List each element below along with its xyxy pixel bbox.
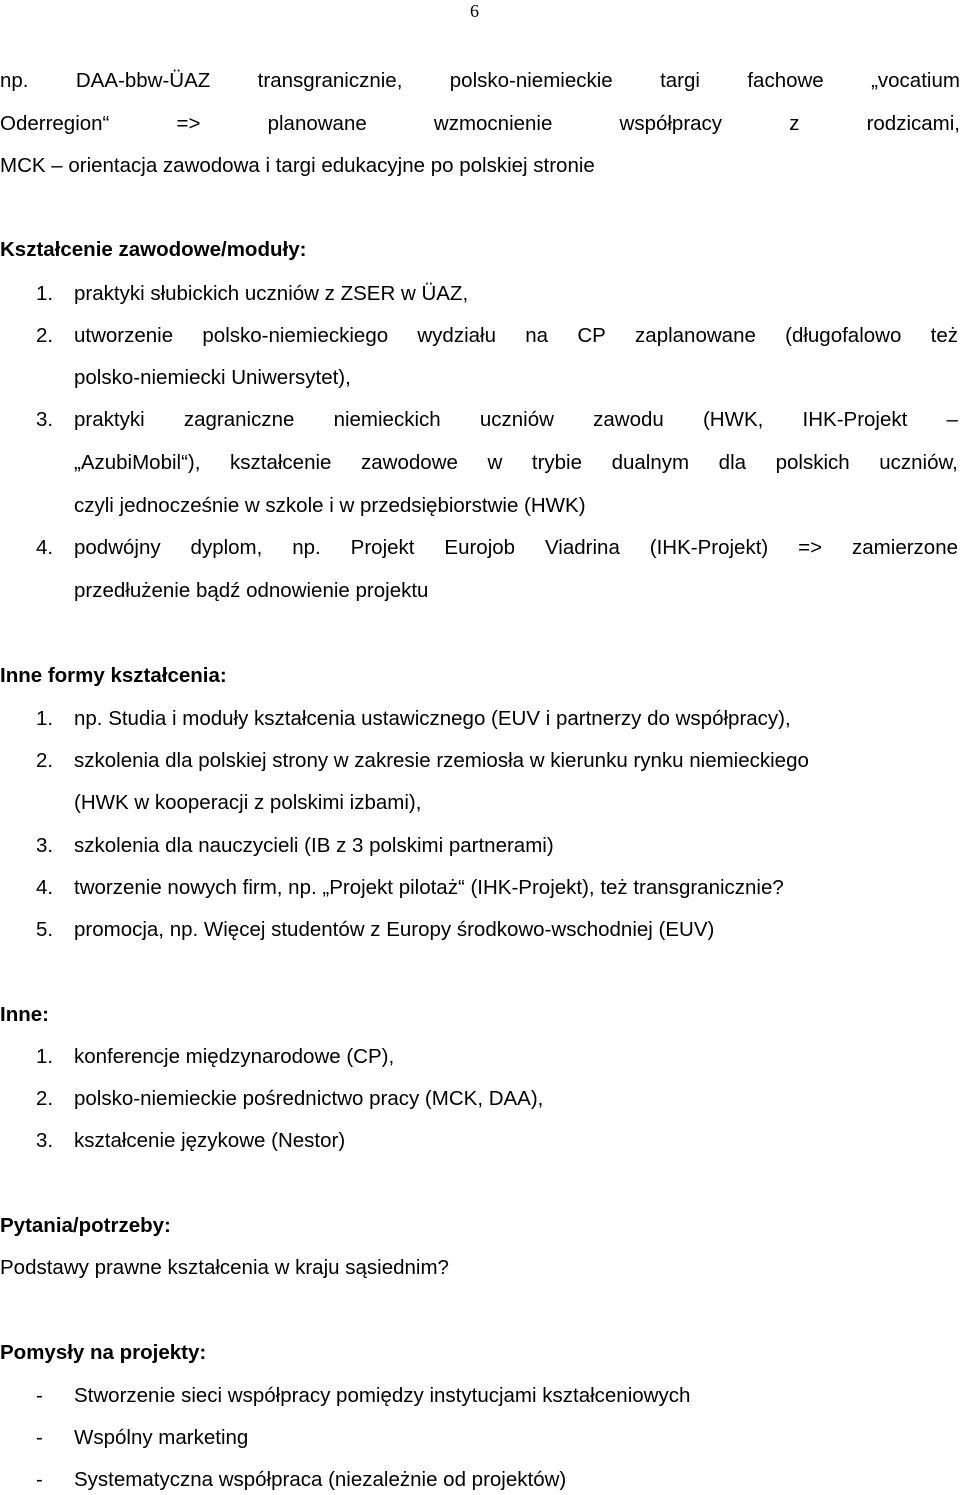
section-heading-other-education: Inne formy kształcenia: bbox=[0, 664, 227, 687]
list-item-text: polsko-niemieckie pośrednictwo pracy (MCK, DAA), bbox=[74, 1087, 544, 1110]
word: kształcenie bbox=[230, 451, 332, 474]
word: zawodowe bbox=[361, 451, 458, 474]
word: „vocatium bbox=[871, 69, 960, 92]
word: targi bbox=[660, 69, 700, 92]
word: trybie bbox=[531, 451, 583, 474]
list-number: 4. bbox=[36, 876, 54, 899]
word: => bbox=[176, 112, 201, 135]
section-heading-project-ideas: Pomysły na projekty: bbox=[0, 1341, 207, 1364]
list-item-text: promocja, np. Więcej studentów z Europy środkowo-wschodniej (EUV) bbox=[74, 918, 715, 941]
section-heading-vocational: Kształcenie zawodowe/moduły: bbox=[0, 238, 307, 261]
list-item-text bbox=[74, 534, 958, 562]
bullet-item-text: Stworzenie sieci współpracy pomiędzy instytucjami kształceniowych bbox=[74, 1384, 691, 1407]
word: polsko-niemieckie bbox=[449, 69, 613, 92]
list-number: 4. bbox=[36, 536, 54, 559]
list-number: 1. bbox=[36, 282, 54, 305]
word: IHK-Projekt bbox=[802, 408, 908, 431]
word: np. bbox=[292, 536, 321, 559]
list-number: 2. bbox=[36, 324, 54, 347]
word: Eurojob bbox=[444, 536, 516, 559]
word: DAA-bbw-ÜAZ bbox=[75, 69, 211, 92]
list-item-text bbox=[74, 322, 958, 350]
word: fachowe bbox=[747, 69, 824, 92]
list-item-text: kształcenie językowe (Nestor) bbox=[74, 1129, 346, 1152]
list-number: 3. bbox=[36, 834, 54, 857]
word: zagraniczne bbox=[183, 408, 295, 431]
bullet-item-text: Wspólny marketing bbox=[74, 1426, 249, 1449]
word: wzmocnienie bbox=[433, 112, 553, 135]
list-number: 2. bbox=[36, 749, 54, 772]
bullet-dash: - bbox=[36, 1468, 43, 1491]
word: podwójny bbox=[74, 536, 161, 559]
list-number: 1. bbox=[36, 707, 54, 730]
bullet-item-text: Systematyczna współpraca (niezależnie od projektów) bbox=[74, 1468, 567, 1491]
word: dualnym bbox=[611, 451, 690, 474]
word: polsko-niemieckiego bbox=[202, 324, 389, 347]
bullet-dash: - bbox=[36, 1426, 43, 1449]
word: CP bbox=[577, 324, 606, 347]
intro-line-3: MCK – orientacja zawodowa i targi edukacyjne po polskiej stronie bbox=[0, 154, 595, 177]
word: => bbox=[798, 536, 823, 559]
word: z bbox=[789, 112, 800, 135]
list-item-text: szkolenia dla polskiej strony w zakresie rzemiosła w kierunku rynku niemieckiego bbox=[74, 749, 809, 772]
word: planowane bbox=[267, 112, 367, 135]
word: – bbox=[946, 408, 958, 431]
list-item-text: polsko-niemiecki Uniwersytet), bbox=[74, 366, 351, 389]
word: Viadrina bbox=[545, 536, 620, 559]
list-item-text bbox=[74, 449, 958, 477]
word: utworzenie bbox=[74, 324, 174, 347]
word: zamierzone bbox=[852, 536, 958, 559]
word: „AzubiMobil“), bbox=[74, 451, 201, 474]
word: w bbox=[487, 451, 503, 474]
word: uczniów bbox=[479, 408, 554, 431]
word: transgranicznie, bbox=[257, 69, 403, 92]
list-item-text: praktyki słubickich uczniów z ZSER w ÜAZ, bbox=[74, 282, 469, 305]
word: na bbox=[525, 324, 549, 347]
list-item-text bbox=[74, 406, 958, 434]
word: np. bbox=[0, 69, 29, 92]
list-item-text: np. Studia i moduły kształcenia ustawicznego (EUV i partnerzy do współpracy), bbox=[74, 707, 791, 730]
list-number: 5. bbox=[36, 918, 54, 941]
list-item-text: konferencje międzynarodowe (CP), bbox=[74, 1045, 395, 1068]
question-text: Podstawy prawne kształcenia w kraju sąsiednim? bbox=[0, 1256, 449, 1279]
bullet-dash: - bbox=[36, 1384, 43, 1407]
word: zawodu bbox=[593, 408, 664, 431]
word: dla bbox=[718, 451, 747, 474]
word: zaplanowane bbox=[635, 324, 756, 347]
list-item-text: czyli jednocześnie w szkole i w przedsiębiorstwie (HWK) bbox=[74, 494, 586, 517]
section-heading-questions: Pytania/potrzeby: bbox=[0, 1214, 171, 1237]
section-heading-other: Inne: bbox=[0, 1003, 49, 1026]
word: polskich bbox=[775, 451, 850, 474]
list-number: 3. bbox=[36, 1129, 54, 1152]
list-item-text: tworzenie nowych firm, np. „Projekt pilotaż“ (IHK-Projekt), też transgranicznie? bbox=[74, 876, 784, 899]
word: (długofalowo bbox=[785, 324, 902, 347]
list-number: 1. bbox=[36, 1045, 54, 1068]
word: wydziału bbox=[417, 324, 496, 347]
intro-line-1 bbox=[0, 67, 960, 95]
intro-line-2 bbox=[0, 110, 960, 138]
word: dyplom, bbox=[190, 536, 263, 559]
word: (HWK, bbox=[702, 408, 764, 431]
word: Projekt bbox=[350, 536, 415, 559]
word: też bbox=[930, 324, 958, 347]
word: rodzicami, bbox=[866, 112, 960, 135]
word: współpracy bbox=[619, 112, 723, 135]
word: uczniów, bbox=[879, 451, 958, 474]
word: (IHK-Projekt) bbox=[649, 536, 769, 559]
list-number: 2. bbox=[36, 1087, 54, 1110]
word: praktyki bbox=[74, 408, 145, 431]
list-number: 3. bbox=[36, 408, 54, 431]
word: Oderregion“ bbox=[0, 112, 110, 135]
list-item-text: przedłużenie bądź odnowienie projektu bbox=[74, 579, 429, 602]
page-number: 6 bbox=[470, 1, 479, 21]
list-item-text: szkolenia dla nauczycieli (IB z 3 polskimi partnerami) bbox=[74, 834, 554, 857]
word: niemieckich bbox=[333, 408, 441, 431]
list-item-text: (HWK w kooperacji z polskimi izbami), bbox=[74, 791, 422, 814]
